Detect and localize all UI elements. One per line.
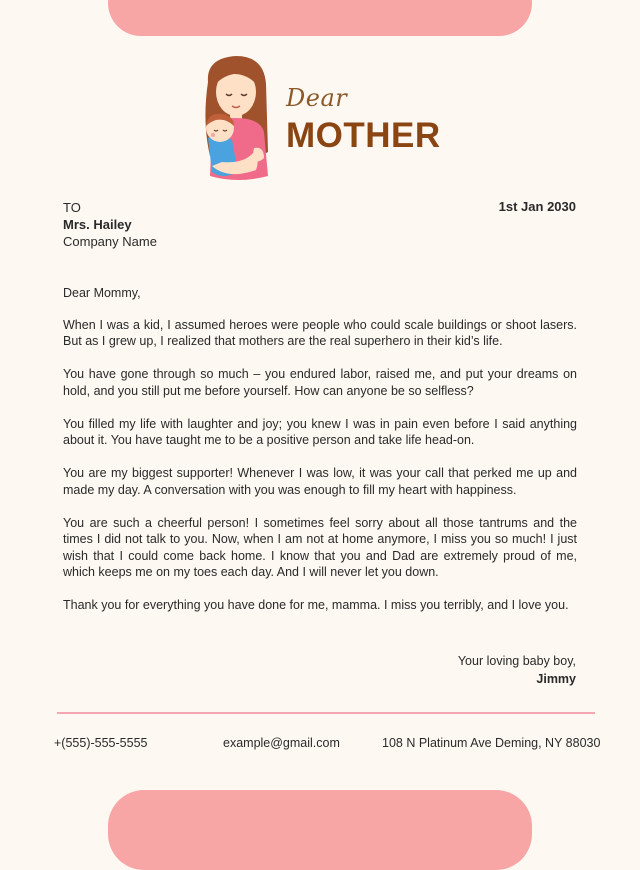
footer-email: example@gmail.com (223, 736, 340, 750)
title-dear: Dear (286, 84, 348, 112)
paragraph: You are such a cheerful person! I sometimes feel sorry about all those tantrums and the times I did not talk to you. Now, when I am not at home anymore, I miss you so much! I just wish that I could come back home. I know that you and Dad are extremely proud of me, which keeps me on my toes each day. And I will never let you down. (63, 515, 577, 579)
footer-phone: +(555)-555-5555 (54, 736, 148, 750)
signature: Jimmy (536, 672, 576, 686)
recipient-company: Company Name (63, 234, 157, 249)
letter-body (63, 285, 577, 630)
to-label: TO (63, 200, 81, 215)
recipient-name: Mrs. Hailey (63, 217, 132, 232)
top-decorative-band (108, 0, 532, 36)
paragraph: Thank you for everything you have done for me, mamma. I miss you terribly, and I love you. (63, 598, 569, 612)
mother-and-baby-illustration (198, 52, 276, 186)
bottom-decorative-band (108, 790, 532, 870)
paragraph: You are my biggest supporter! Whenever I was low, it was your call that perked me up and made my day. A conversation with you was enough to fill my heart with happiness. (63, 466, 577, 497)
title-mother: MOTHER (286, 116, 441, 155)
closing-block (458, 652, 576, 688)
salutation: Dear Mommy, (63, 286, 141, 300)
footer-address: 108 N Platinum Ave Deming, NY 88030 (382, 736, 601, 750)
letter-date: 1st Jan 2030 (498, 199, 576, 214)
recipient-block (63, 199, 157, 250)
paragraph: When I was a kid, I assumed heroes were people who could scale buildings or shoot lasers. But as I grew up, I realized that mothers are the real superhero in their kid’s life. (63, 317, 577, 348)
paragraph: You have gone through so much – you endured labor, raised me, and put your dreams on hold, and you still put me before yourself. How can anyone be so selfless? (63, 367, 577, 398)
closing-line: Your loving baby boy, (457, 654, 576, 668)
footer-divider (57, 712, 595, 714)
paragraph: You filled my life with laughter and joy; you knew I was in pain even before I said anything about it. You have taught me to be a positive person and take life head-on. (63, 416, 577, 447)
